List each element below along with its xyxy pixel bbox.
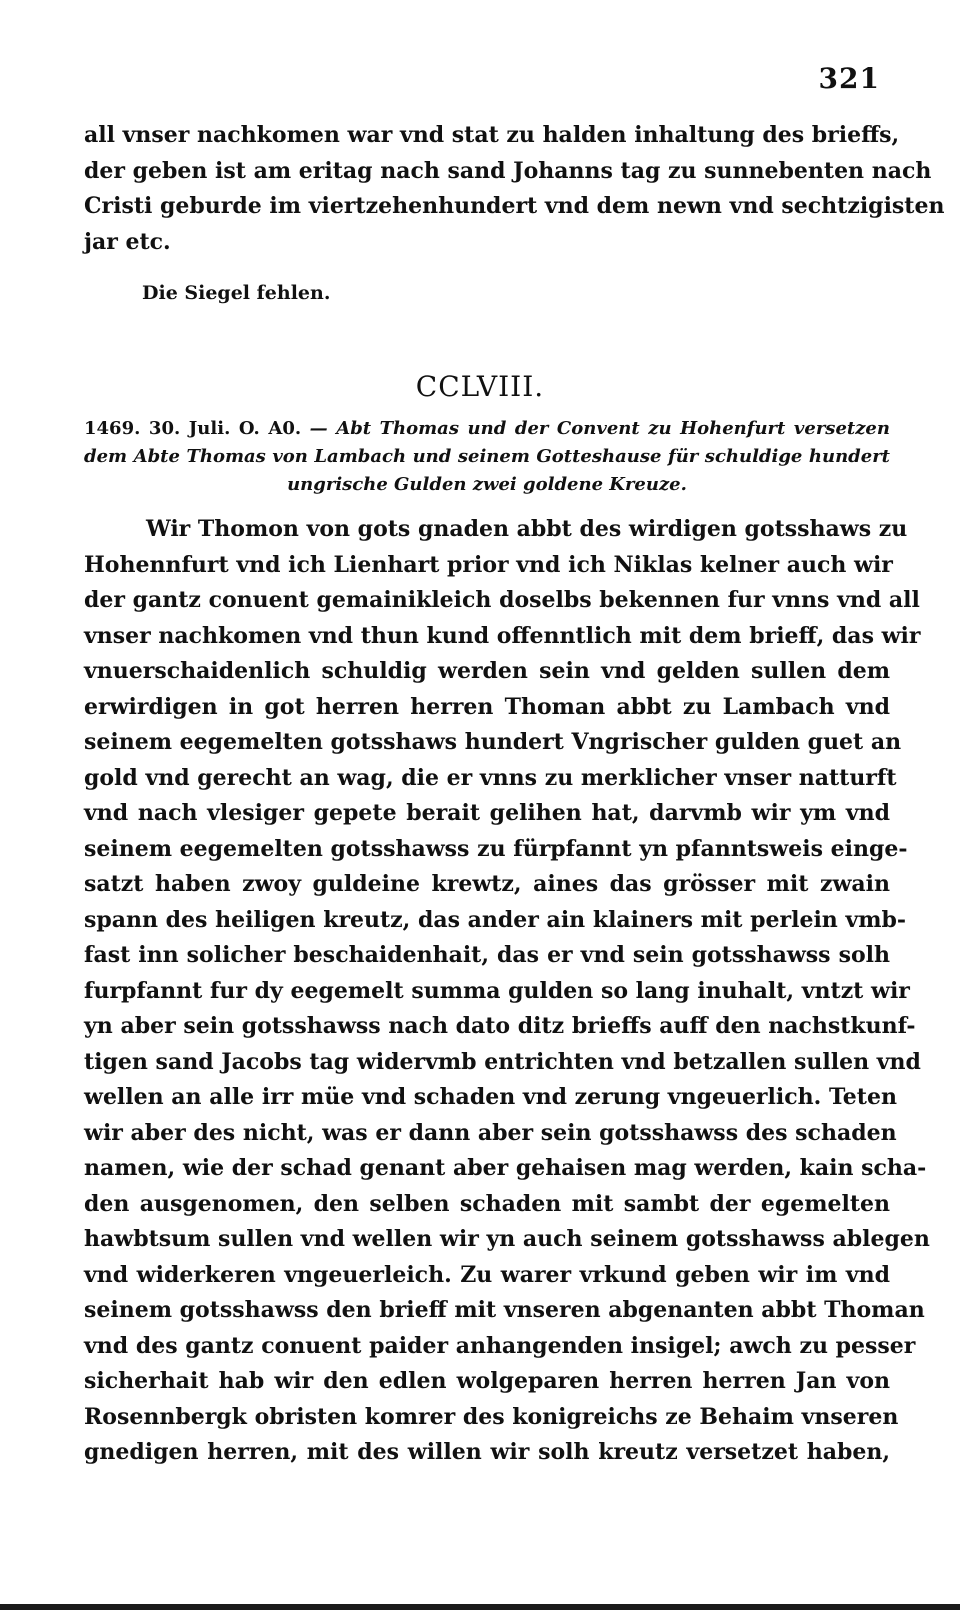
text-line: hawbtsum sullen vnd wellen wir yn auch seinem gotsshawss ablegen bbox=[84, 1226, 930, 1252]
text-line: seinem eegemelten gotsshaws hundert Vngrischer gulden guet an bbox=[84, 729, 902, 755]
text-line: Rosennbergk obristen komrer des konigreichs ze Behaim vnseren bbox=[84, 1403, 899, 1430]
regest bbox=[84, 415, 890, 499]
text-line: den ausgenomen, den selben schaden mit sambt der egemelten bbox=[84, 1190, 890, 1217]
text-line: erwirdigen in got herren herren Thoman abbt zu Lambach vnd bbox=[84, 693, 890, 720]
text-line: vnuerschaidenlich schuldig werden sein vnd gelden sullen dem bbox=[84, 658, 890, 684]
text-line: furpfannt fur dy eegemelt summa gulden so lang inuhalt, vntzt wir bbox=[84, 977, 910, 1004]
intro-paragraph bbox=[84, 118, 945, 260]
text-line: Hohennfurt vnd ich Lienhart prior vnd ich Niklas kelner auch wir bbox=[84, 551, 893, 578]
text-line: all vnser nachkomen war vnd stat zu halden inhaltung des brieffs, bbox=[84, 122, 900, 148]
text-line: der gantz conuent gemainikleich doselbs bekennen fur vnns vnd all bbox=[84, 587, 920, 613]
text-line: vnser nachkomen vnd thun kund offenntlich mit dem brieff, das wir bbox=[84, 622, 921, 649]
regest-line: dem Abte Thomas von Lambach und seinem Gotteshause für schuldige hundert bbox=[84, 446, 890, 467]
text-line: der geben ist am eritag nach sand Johanns tag zu sunnebenten nach bbox=[84, 157, 932, 184]
text-line: Cristi geburde im viertzehenhundert vnd dem newn vnd sechtzigisten bbox=[84, 193, 945, 219]
text-line: yn aber sein gotsshawss nach dato ditz brieffs auff den nachstkunf- bbox=[84, 1013, 916, 1039]
text-line: seinem gotsshawss den brieff mit vnseren abgenanten abbt Thoman bbox=[84, 1297, 925, 1323]
text-line: Wir Thomon von gots gnaden abbt des wirdigen gotsshaws zu bbox=[146, 516, 908, 542]
text-line: vnd des gantz conuent paider anhangenden insigel; awch zu pesser bbox=[84, 1332, 916, 1359]
text-line: vnd widerkeren vngeuerleich. Zu warer vrkund geben wir im vnd bbox=[84, 1261, 890, 1288]
charter-text bbox=[84, 512, 930, 1471]
document-date: 1469. 30. Juli. O. A0. bbox=[84, 418, 302, 439]
text-line: spann des heiligen kreutz, das ander ain klainers mit perlein vmb- bbox=[84, 906, 907, 933]
text-line: namen, wie der schad genant aber gehaisen mag werden, kain scha- bbox=[84, 1155, 927, 1181]
regest-text: — Abt Thomas und der Convent zu Hohenfurt versetzen bbox=[309, 418, 890, 439]
page-bottom-edge bbox=[0, 1604, 960, 1610]
page-number: 321 bbox=[818, 62, 880, 95]
text-line: vnd nach vlesiger gepete berait gelihen hat, darvmb wir ym vnd bbox=[84, 800, 890, 826]
regest-line: ungrische Gulden zwei goldene Kreuze. bbox=[287, 474, 687, 495]
text-line: sicherhait hab wir den edlen wolgeparen herren herren Jan von bbox=[84, 1368, 890, 1394]
text-line: seinem eegemelten gotsshawss zu fürpfannt yn pfanntsweis einge- bbox=[84, 835, 908, 862]
document-number-heading: CCLVIII. bbox=[415, 370, 545, 403]
text-line: gold vnd gerecht an wag, die er vnns zu merklicher vnser natturft bbox=[84, 764, 897, 791]
text-line: tigen sand Jacobs tag widervmb entrichten vnd betzallen sullen vnd bbox=[84, 1048, 921, 1075]
text-line: jar etc. bbox=[84, 228, 171, 255]
text-line: satzt haben zwoy guldeine krewtz, aines das grösser mit zwain bbox=[84, 871, 890, 897]
text-line: gnedigen herren, mit des willen wir solh kreutz versetzet haben, bbox=[84, 1439, 890, 1465]
regest-line bbox=[84, 415, 890, 443]
seal-note: Die Siegel fehlen. bbox=[142, 282, 331, 304]
text-line: wir aber des nicht, was er dann aber sein gotsshawss des schaden bbox=[84, 1119, 897, 1146]
text-line: fast inn solicher beschaidenhait, das er vnd sein gotsshawss solh bbox=[84, 942, 890, 968]
text-line: wellen an alle irr müe vnd schaden vnd zerung vngeuerlich. Teten bbox=[84, 1084, 897, 1110]
